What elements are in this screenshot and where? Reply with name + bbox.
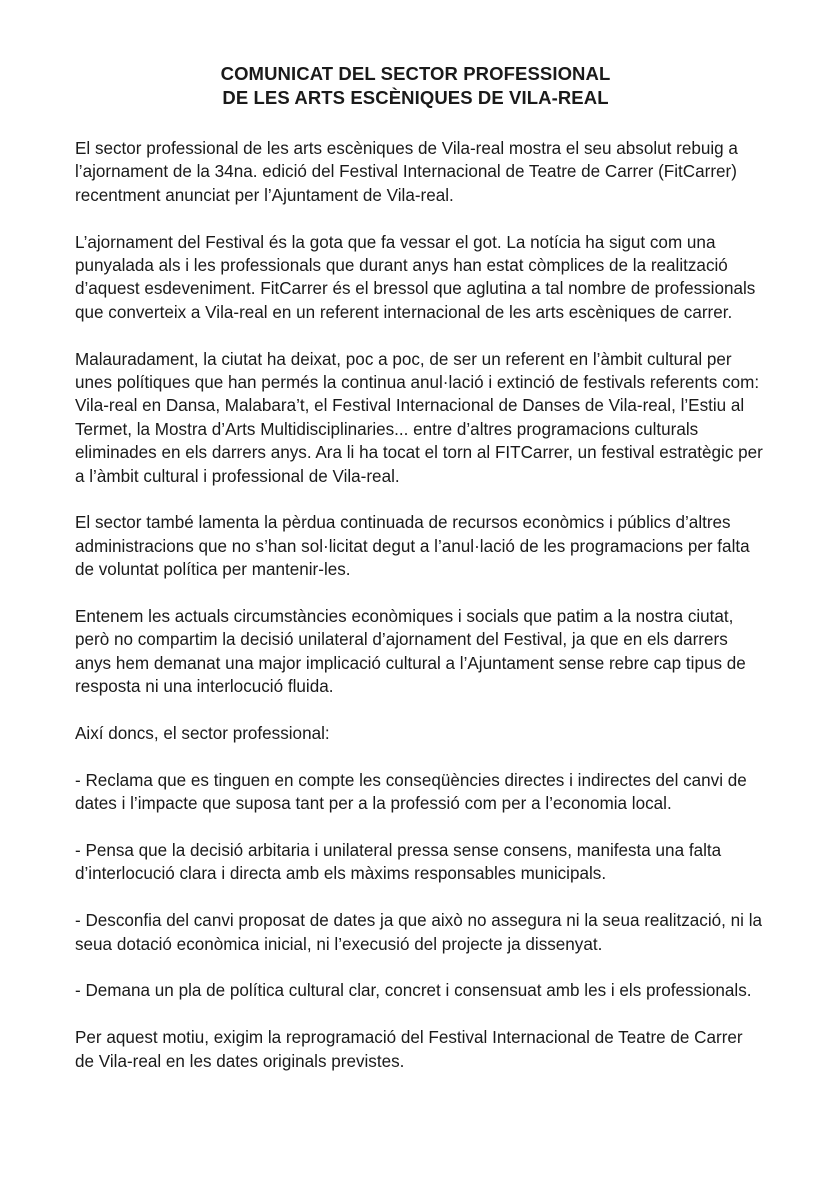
- list-item-desconfia: - Desconfia del canvi proposat de dates ja que això no assegura ni la seua realització, ni la seua dotació econòmica inicial, ni l’execusió del projecte ja dissenyat.: [75, 911, 763, 954]
- list-item-reclama: - Reclama que es tinguen en compte les conseqüències directes i indirectes del canvi de dates i l’impacte que suposa tant per a la professió com per a l’economia local.: [75, 770, 747, 814]
- paragraph-list-intro: Així doncs, el sector professional:: [75, 724, 330, 744]
- title-line-2: DE LES ARTS ESCÈNIQUES DE VILA-REAL: [222, 87, 609, 108]
- paragraph-conclusion: Per aquest motiu, exigim la reprogramació del Festival Internacional de Teatre de Carrer de Vila-real en les dates originals previstes.: [75, 1028, 743, 1071]
- list-item-pensa: - Pensa que la decisió arbitaria i unilateral pressa sense consens, manifesta una falta d’interlocució clara i directa amb els màxims responsables municipals.: [75, 841, 722, 884]
- document-title: [0, 62, 831, 110]
- paragraph-cultural-decline: Malauradament, la ciutat ha deixat, poc a poc, de ser un referent en l’àmbit cultural per unes polítiques que han permés la continua anul·lació i extinció de festivals referents com: Vila-real en Dansa, Malabara’t, el Festival Internacional de Danses de Vila-real, l’Estiu al Termet, la Mostra d’Arts Multidisciplinaries... entre d’altres programacions culturals eliminades en els darrers anys. Ara li ha tocat el torn al FITCarrer, un festival estratègic per a l’àmbit cultural i professional de Vila-real.: [75, 349, 763, 486]
- paragraph-lost-resources: El sector també lamenta la pèrdua continuada de recursos econòmics i públics d’altres administracions que no s’han sol·licitat degut a l’anul·lació de les programacions per falta de voluntat política per mantenir-les.: [75, 513, 750, 580]
- paragraph-intro: El sector professional de les arts escèniques de Vila-real mostra el seu absolut rebuig a l’ajornament de la 34na. edició del Festival Internacional de Teatre de Carrer (FitCarrer) recentment anunciat per l’Ajuntament de Vila-real.: [75, 139, 738, 205]
- paragraph-circumstances: Entenem les actuals circumstàncies econòmiques i socials que patim a la nostra ciutat, però no compartim la decisió unilateral d’ajornament del Festival, ja que en els darrers anys hem demanat una major implicació cultural a l’Ajuntament sense rebre cap tipus de resposta ni una interlocució fluida.: [75, 607, 746, 697]
- document-body: [75, 137, 765, 1073]
- list-item-demana: - Demana un pla de política cultural clar, concret i consensuat amb les i els professionals.: [75, 981, 752, 1001]
- title-line-1: COMUNICAT DEL SECTOR PROFESSIONAL: [220, 63, 611, 84]
- paragraph-postponement: L’ajornament del Festival és la gota que fa vessar el got. La notícia ha sigut com una punyalada als i les professionals que durant anys han estat còmplices de la realització d’aquest esdeveniment. FitCarrer és el bressol que aglutina a tal nombre de professionals que converteix a Vila-real en un referent internacional de les arts escèniques de carrer.: [75, 232, 756, 322]
